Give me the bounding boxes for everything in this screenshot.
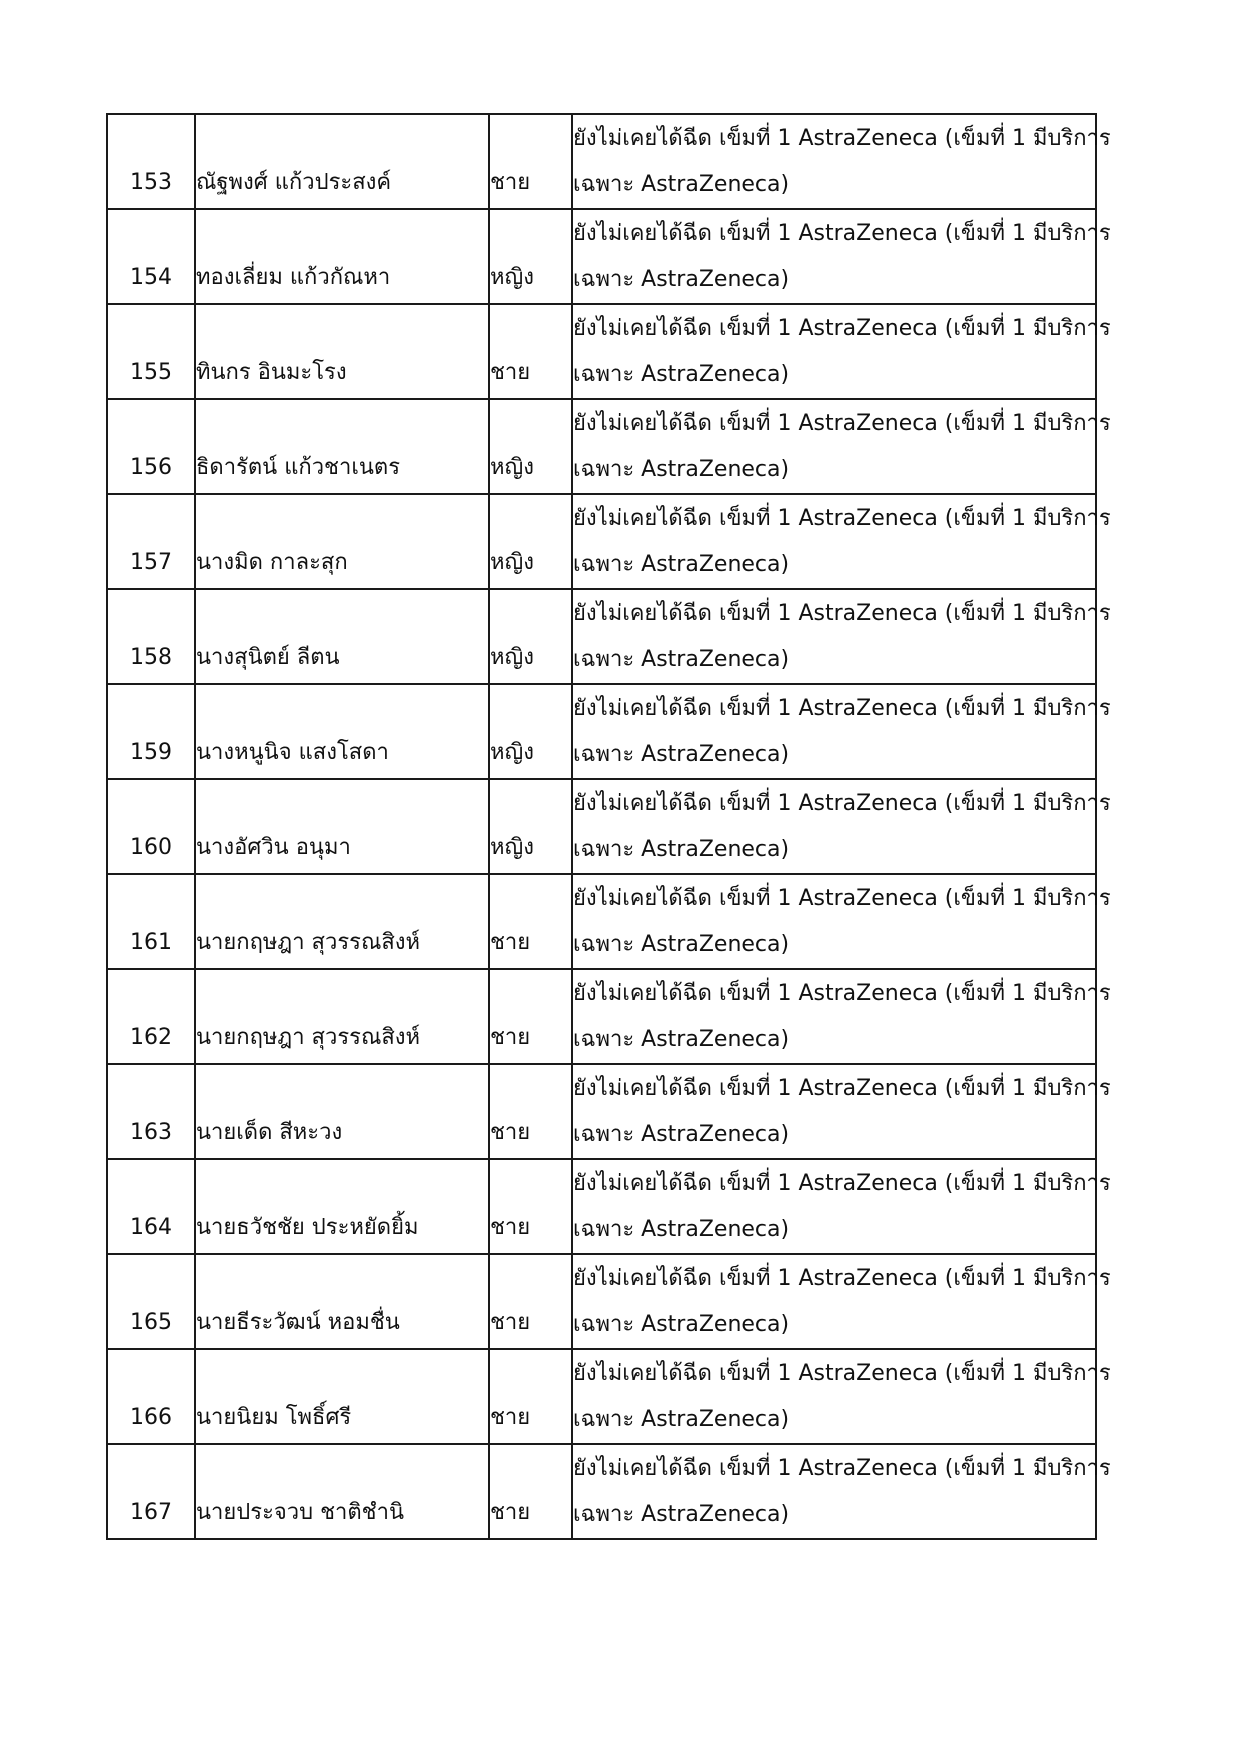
status-cell — [572, 969, 1111, 1064]
person-name: ทองเลี่ยม แก้วกัณหา — [196, 265, 391, 290]
table-row — [107, 589, 1096, 684]
person-sex: หญิง — [490, 455, 534, 480]
person-name: นายเด็ด สีหะวง — [196, 1120, 343, 1145]
status-line-2: เฉพาะ AstraZeneca) — [573, 742, 790, 767]
table-row — [107, 1064, 1096, 1159]
row-number-cell — [107, 589, 195, 684]
status-line-1: ยังไม่เคยได้ฉีด เข็มที่ 1 AstraZeneca (เข็มที่ 1 มีบริการ — [573, 126, 1111, 151]
name-cell — [195, 684, 489, 779]
person-name: ณัฐพงศ์ แก้วประสงค์ — [196, 170, 392, 195]
row-number-cell — [107, 1064, 195, 1159]
row-number: 166 — [130, 1405, 172, 1430]
row-number: 163 — [130, 1120, 172, 1145]
person-name: นายนิยม โพธิ์ศรี — [196, 1405, 352, 1430]
status-line-2: เฉพาะ AstraZeneca) — [573, 837, 790, 862]
status-line-2: เฉพาะ AstraZeneca) — [573, 932, 790, 957]
table-row — [107, 969, 1096, 1064]
sex-cell — [489, 684, 572, 779]
table-row — [107, 1349, 1096, 1444]
status-line-1: ยังไม่เคยได้ฉีด เข็มที่ 1 AstraZeneca (เข็มที่ 1 มีบริการ — [573, 886, 1111, 911]
row-number-cell — [107, 209, 195, 304]
name-cell — [195, 304, 489, 399]
status-line-1: ยังไม่เคยได้ฉีด เข็มที่ 1 AstraZeneca (เข็มที่ 1 มีบริการ — [573, 221, 1111, 246]
vaccination-roster-table — [106, 113, 1111, 1540]
status-line-2: เฉพาะ AstraZeneca) — [573, 172, 790, 197]
status-cell — [572, 494, 1111, 589]
person-name: นายประจวบ ชาติชำนิ — [196, 1500, 404, 1525]
sex-cell — [489, 494, 572, 589]
sex-cell — [489, 1254, 572, 1349]
sex-cell — [489, 304, 572, 399]
row-number-cell — [107, 874, 195, 969]
person-sex: ชาย — [490, 1405, 531, 1430]
row-number: 165 — [130, 1310, 172, 1335]
person-name: นางสุนิตย์ ลีตน — [196, 645, 340, 670]
table-row — [107, 399, 1096, 494]
person-sex: ชาย — [490, 360, 531, 385]
person-sex: หญิง — [490, 835, 534, 860]
person-sex: ชาย — [490, 1215, 531, 1240]
row-number: 159 — [130, 740, 172, 765]
name-cell — [195, 1444, 489, 1539]
status-cell — [572, 874, 1111, 969]
sex-cell — [489, 969, 572, 1064]
name-cell — [195, 589, 489, 684]
row-number-cell — [107, 114, 195, 209]
table-row — [107, 494, 1096, 589]
row-number: 155 — [130, 360, 172, 385]
status-line-1: ยังไม่เคยได้ฉีด เข็มที่ 1 AstraZeneca (เข็มที่ 1 มีบริการ — [573, 791, 1111, 816]
row-number-cell — [107, 684, 195, 779]
status-cell — [572, 304, 1111, 399]
row-number: 158 — [130, 645, 172, 670]
row-number: 156 — [130, 455, 172, 480]
name-cell — [195, 494, 489, 589]
person-sex: หญิง — [490, 550, 534, 575]
row-number-cell — [107, 399, 195, 494]
row-number-cell — [107, 494, 195, 589]
row-number: 162 — [130, 1025, 172, 1050]
sex-cell — [489, 1159, 572, 1254]
name-cell — [195, 399, 489, 494]
row-number-cell — [107, 304, 195, 399]
sex-cell — [489, 1444, 572, 1539]
status-line-1: ยังไม่เคยได้ฉีด เข็มที่ 1 AstraZeneca (เข็มที่ 1 มีบริการ — [573, 1171, 1111, 1196]
row-number: 153 — [130, 170, 172, 195]
sex-cell — [489, 114, 572, 209]
name-cell — [195, 1064, 489, 1159]
status-line-2: เฉพาะ AstraZeneca) — [573, 1027, 790, 1052]
row-number-cell — [107, 1254, 195, 1349]
status-line-1: ยังไม่เคยได้ฉีด เข็มที่ 1 AstraZeneca (เข็มที่ 1 มีบริการ — [573, 981, 1111, 1006]
status-line-2: เฉพาะ AstraZeneca) — [573, 267, 790, 292]
row-number: 154 — [130, 265, 172, 290]
status-line-1: ยังไม่เคยได้ฉีด เข็มที่ 1 AstraZeneca (เข็มที่ 1 มีบริการ — [573, 316, 1111, 341]
person-name: นายกฤษฎา สุวรรณสิงห์ — [196, 930, 421, 955]
person-sex: หญิง — [490, 740, 534, 765]
person-name: นายธวัชชัย ประหยัดยิ้ม — [196, 1215, 419, 1240]
status-line-1: ยังไม่เคยได้ฉีด เข็มที่ 1 AstraZeneca (เข็มที่ 1 มีบริการ — [573, 506, 1111, 531]
row-number: 164 — [130, 1215, 172, 1240]
sex-cell — [489, 874, 572, 969]
status-cell — [572, 1444, 1111, 1539]
name-cell — [195, 1349, 489, 1444]
status-line-2: เฉพาะ AstraZeneca) — [573, 1502, 790, 1527]
person-sex: ชาย — [490, 1025, 531, 1050]
status-cell — [572, 114, 1111, 209]
person-sex: ชาย — [490, 170, 531, 195]
person-name: ธิดารัตน์ แก้วชาเนตร — [196, 455, 401, 480]
person-name: นางอัศวิน อนุมา — [196, 835, 351, 860]
person-sex: ชาย — [490, 930, 531, 955]
person-sex: ชาย — [490, 1310, 531, 1335]
status-line-1: ยังไม่เคยได้ฉีด เข็มที่ 1 AstraZeneca (เข็มที่ 1 มีบริการ — [573, 1456, 1111, 1481]
row-number-cell — [107, 1349, 195, 1444]
status-line-2: เฉพาะ AstraZeneca) — [573, 1217, 790, 1242]
table-row — [107, 114, 1096, 209]
table-row — [107, 1444, 1096, 1539]
table-row — [107, 1254, 1096, 1349]
row-number-cell — [107, 1159, 195, 1254]
person-name: นางหนูนิจ แสงโสดา — [196, 740, 389, 765]
table-row — [107, 304, 1096, 399]
status-line-1: ยังไม่เคยได้ฉีด เข็มที่ 1 AstraZeneca (เข็มที่ 1 มีบริการ — [573, 696, 1111, 721]
status-line-1: ยังไม่เคยได้ฉีด เข็มที่ 1 AstraZeneca (เข็มที่ 1 มีบริการ — [573, 411, 1111, 436]
table-row — [107, 1159, 1096, 1254]
sex-cell — [489, 209, 572, 304]
status-line-1: ยังไม่เคยได้ฉีด เข็มที่ 1 AstraZeneca (เข็มที่ 1 มีบริการ — [573, 1076, 1111, 1101]
status-cell — [572, 1349, 1111, 1444]
person-name: นางมิด กาละสุก — [196, 550, 348, 575]
status-cell — [572, 399, 1111, 494]
status-line-2: เฉพาะ AstraZeneca) — [573, 552, 790, 577]
status-cell — [572, 684, 1111, 779]
person-sex: ชาย — [490, 1500, 531, 1525]
row-number-cell — [107, 1444, 195, 1539]
row-number: 160 — [130, 835, 172, 860]
person-sex: หญิง — [490, 645, 534, 670]
table-row — [107, 874, 1096, 969]
name-cell — [195, 779, 489, 874]
sex-cell — [489, 589, 572, 684]
name-cell — [195, 209, 489, 304]
status-cell — [572, 589, 1111, 684]
sex-cell — [489, 779, 572, 874]
status-line-1: ยังไม่เคยได้ฉีด เข็มที่ 1 AstraZeneca (เข็มที่ 1 มีบริการ — [573, 1266, 1111, 1291]
row-number-cell — [107, 779, 195, 874]
name-cell — [195, 969, 489, 1064]
name-cell — [195, 1254, 489, 1349]
sex-cell — [489, 399, 572, 494]
status-cell — [572, 1159, 1111, 1254]
status-line-2: เฉพาะ AstraZeneca) — [573, 1312, 790, 1337]
status-line-2: เฉพาะ AstraZeneca) — [573, 647, 790, 672]
person-name: นายกฤษฎา สุวรรณสิงห์ — [196, 1025, 421, 1050]
roster-table-body — [107, 114, 1111, 1539]
person-sex: หญิง — [490, 265, 534, 290]
name-cell — [195, 1159, 489, 1254]
name-cell — [195, 114, 489, 209]
status-line-2: เฉพาะ AstraZeneca) — [573, 457, 790, 482]
row-number: 167 — [130, 1500, 172, 1525]
table-row — [107, 779, 1096, 874]
status-cell — [572, 779, 1111, 874]
sex-cell — [489, 1349, 572, 1444]
status-line-1: ยังไม่เคยได้ฉีด เข็มที่ 1 AstraZeneca (เข็มที่ 1 มีบริการ — [573, 1361, 1111, 1386]
row-number: 161 — [130, 930, 172, 955]
status-cell — [572, 209, 1111, 304]
name-cell — [195, 874, 489, 969]
sex-cell — [489, 1064, 572, 1159]
status-line-2: เฉพาะ AstraZeneca) — [573, 1122, 790, 1147]
status-cell — [572, 1254, 1111, 1349]
status-line-2: เฉพาะ AstraZeneca) — [573, 362, 790, 387]
person-sex: ชาย — [490, 1120, 531, 1145]
person-name: ทินกร อินมะโรง — [196, 360, 347, 385]
row-number-cell — [107, 969, 195, 1064]
status-line-1: ยังไม่เคยได้ฉีด เข็มที่ 1 AstraZeneca (เข็มที่ 1 มีบริการ — [573, 601, 1111, 626]
status-line-2: เฉพาะ AstraZeneca) — [573, 1407, 790, 1432]
status-cell — [572, 1064, 1111, 1159]
table-row — [107, 209, 1096, 304]
row-number: 157 — [130, 550, 172, 575]
person-name: นายธีระวัฒน์ หอมชื่น — [196, 1310, 400, 1335]
table-row — [107, 684, 1096, 779]
